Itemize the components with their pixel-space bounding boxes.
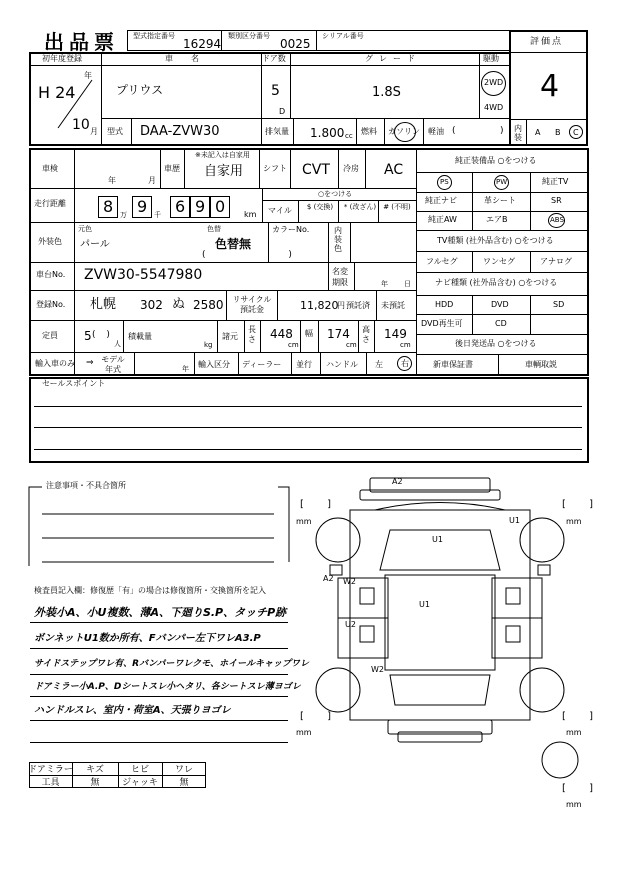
damage-mark-a2-bumper: A2 <box>392 477 403 486</box>
interior-b: B <box>555 128 561 137</box>
shaken-year-unit: 年 <box>108 176 116 185</box>
mileage-digit-4-value: 9 <box>195 197 206 216</box>
tread-rr-mm: mm <box>566 728 582 737</box>
import-dealer: ディーラー <box>242 360 282 369</box>
mileage-exchange: $ (交換) <box>306 203 334 211</box>
grade-label: グレード <box>365 54 421 63</box>
shaken-month-unit: 月 <box>148 176 156 185</box>
first-reg-month-unit: 月 <box>90 127 98 136</box>
usage: 自家用 <box>204 164 244 179</box>
legend-v1: 工具 <box>41 778 60 788</box>
usage-note: ※未記入は自家用 <box>195 151 250 159</box>
import-parallel: 並行 <box>296 360 312 369</box>
first-reg-month: 10 <box>72 117 90 133</box>
nav-dvd-play: DVD再生可 <box>421 319 463 328</box>
model-label: 型式 <box>107 127 123 136</box>
recycle-label: リサイクル預託金 <box>232 295 272 314</box>
mileage-digit-3-value: 6 <box>175 197 186 216</box>
handle-left: 左 <box>375 360 383 369</box>
load-unit: kg <box>204 341 213 349</box>
mileage-tamper: * (改ざん) <box>343 203 377 211</box>
tread-spare-mm: mm <box>566 800 582 809</box>
tread-spare-bracket: [ ] <box>562 783 603 794</box>
tv-analog: アナログ <box>540 257 572 266</box>
interior-label: 内装 <box>514 124 522 142</box>
equip-ps: PS <box>440 178 449 186</box>
car-damage-diagram <box>290 470 590 810</box>
equipment-title: 純正装備品 ○をつける <box>455 156 537 165</box>
recycle-deposited: 預託済 <box>346 301 370 310</box>
import-type-label: 輸入区分 <box>198 360 230 369</box>
shift: CVT <box>302 162 330 178</box>
equip-leather: 革シート <box>484 196 516 205</box>
tv-fullseg: フルセグ <box>426 257 458 266</box>
score-label: 評価点 <box>530 37 564 47</box>
damage-mark-u1-roof: U1 <box>419 600 430 609</box>
equip-navi: 純正ナビ <box>425 196 457 205</box>
damage-mark-u1-hood: U1 <box>432 535 443 544</box>
legend-v4: 無 <box>179 778 189 788</box>
damage-mark-u2-door: U2 <box>345 620 356 629</box>
damage-mark-w2-rear: W2 <box>371 665 384 674</box>
change-year-unit: 年 <box>381 280 388 288</box>
equip-aw: 純正AW <box>428 215 457 224</box>
color-orig: パール <box>80 239 110 250</box>
after-title: 後日発送品 ○をつける <box>455 339 537 348</box>
mileage-km: km <box>244 210 257 219</box>
color-orig-label: 元色 <box>78 225 92 233</box>
registration-class-no: 302 <box>140 298 163 312</box>
length-value: 448 <box>270 327 293 341</box>
mileage-unknown: # (不明) <box>383 203 411 211</box>
serial-label: シリアル番号 <box>322 32 364 40</box>
class-code-label: 類別区分番号 <box>228 32 270 40</box>
color-paren: ( ) <box>202 250 332 260</box>
doors-label: ドア数 <box>262 54 286 63</box>
mileage-digit-2-value: 9 <box>137 197 148 216</box>
note-line-2: ボンネットU1数か所有、Fバンパー左下ワレA3.P <box>34 633 261 644</box>
nav-cd: CD <box>495 319 507 328</box>
handle-right: 右 <box>401 359 409 368</box>
damage-mark-w2-step: W2 <box>343 577 356 586</box>
tv-oneseg: ワンセグ <box>483 257 515 266</box>
after-manual: 車輌取説 <box>525 360 557 369</box>
wheel-rear-left <box>316 668 360 712</box>
shift-label: シフト <box>263 164 287 173</box>
height-unit: cm <box>400 341 411 349</box>
interior-color-label: 内装色 <box>334 226 342 253</box>
chassis-label: 車台No. <box>36 270 66 279</box>
fuel: ガソリン <box>388 127 420 136</box>
width-label: 幅 <box>305 329 313 338</box>
nav-dvd: DVD <box>491 300 509 309</box>
drive-2wd: 2WD <box>484 78 504 87</box>
color-no-label: カラーNo. <box>272 225 310 234</box>
nav-hdd: HDD <box>435 300 454 309</box>
equip-pw: PW <box>496 178 508 186</box>
tread-fr-mm: mm <box>566 517 582 526</box>
ac-label: 冷房 <box>343 164 359 173</box>
capacity-paren: ( ) <box>92 330 114 340</box>
mileage-digit-5-value: 0 <box>215 197 226 216</box>
recycle-unit: 円 <box>337 301 345 310</box>
equip-sr: SR <box>551 196 562 205</box>
capacity-unit: 人 <box>114 340 121 348</box>
change-day-unit: 日 <box>404 280 411 288</box>
tread-fr-bracket: [ ] <box>562 499 603 510</box>
import-only-label: 輸入車のみ <box>35 359 75 368</box>
color-change-label: 色替 <box>207 225 221 233</box>
model-year-unit: 年 <box>182 365 189 373</box>
sales-point-box <box>29 377 589 463</box>
model-year-label: モデル年式 <box>101 355 125 374</box>
type-code-label: 型式指定番号 <box>133 32 175 40</box>
equip-abs: ABS <box>550 216 564 224</box>
door-type: D <box>279 107 286 116</box>
oil-paren-close: ) <box>500 126 504 136</box>
oil-paren-open: ( <box>452 126 456 136</box>
mileage-digit-1-value: 8 <box>103 197 114 216</box>
registration-label: 登録No. <box>36 300 66 309</box>
legend-h1: ドアミラー <box>28 765 73 775</box>
first-reg-label: 初年度登録 <box>42 54 82 63</box>
sales-point-label: セールスポイント <box>42 379 106 388</box>
doors: 5 <box>271 83 280 99</box>
note-line-1: 外装小A、小U複数、薄A、下廻りS.P、タッチP跡 <box>34 606 287 619</box>
nav-title: ナビ種類 (社外品含む) ○をつける <box>435 278 558 287</box>
type-code: 16294 <box>183 37 222 51</box>
chassis-value: ZVW30-5547980 <box>84 267 203 283</box>
handle-label: ハンドル <box>326 360 358 369</box>
ac: AC <box>384 162 404 178</box>
length-label: 長さ <box>248 325 256 344</box>
displacement: 1.800 <box>310 126 345 140</box>
change-deadline-label: 名変期限 <box>332 267 348 287</box>
tread-fl-bracket: [ ] <box>300 499 341 510</box>
note-line-5: ハンドルスレ、室内・荷室A、天張りヨゴレ <box>34 705 231 716</box>
equip-airbag: エアB <box>486 215 508 224</box>
recycle-amount: 11,820 <box>300 299 339 312</box>
wheel-rear-right <box>520 668 564 712</box>
history-label: 車歴 <box>164 164 180 173</box>
tread-rl-mm: mm <box>296 728 312 737</box>
recycle-not-deposited: 未預託 <box>381 301 405 310</box>
rear-window-shape <box>390 675 490 705</box>
score-value: 4 <box>540 69 560 104</box>
legend-v2: 無 <box>90 778 100 788</box>
model: DAA-ZVW30 <box>140 124 220 139</box>
spare-wheel <box>542 742 578 778</box>
note-line-3: サイドステップワレ有、Rバンパーワレクモ、ホイールキャップワレ <box>34 659 309 669</box>
mileage-man: 万 <box>120 211 127 219</box>
car-name: プリウス <box>116 83 164 97</box>
capacity-label: 定員 <box>42 331 58 340</box>
car-name-label: 車名 <box>165 54 217 63</box>
import-arrow: ⇒ <box>86 358 94 368</box>
displacement-unit: cc <box>345 132 353 140</box>
shaken-label: 車検 <box>42 164 58 173</box>
interior-c: C <box>573 128 579 137</box>
damage-mark-u1-fender: U1 <box>509 516 520 525</box>
grade: 1.8S <box>372 85 401 100</box>
mileage-mile: マイル <box>268 206 292 215</box>
tread-rr-bracket: [ ] <box>562 711 603 722</box>
mileage-sen: 千 <box>154 211 161 219</box>
drive-label: 駆動 <box>483 54 499 63</box>
nav-sd: SD <box>553 300 565 309</box>
fuel-label: 燃料 <box>361 127 377 136</box>
mileage-label: 走行距離 <box>34 199 66 208</box>
first-reg-year-unit: 年 <box>84 71 92 80</box>
after-warranty: 新車保証書 <box>433 360 473 369</box>
height-value: 149 <box>384 327 407 341</box>
tv-title: TV種類 (社外品含む) ○をつける <box>437 236 554 245</box>
caution-bracket <box>28 486 290 576</box>
page-title: 出品票 <box>44 30 119 54</box>
displacement-label: 排気量 <box>265 127 289 136</box>
load-label: 積載量 <box>128 332 152 341</box>
oil-label: 軽油 <box>428 127 444 136</box>
first-reg-era: H 24 <box>38 83 76 102</box>
tread-fl-mm: mm <box>296 517 312 526</box>
interior-a: A <box>535 128 541 137</box>
legend-h2: キズ <box>86 765 104 775</box>
mileage-attach-note: ○をつける <box>318 190 353 198</box>
registration-kana: ぬ <box>172 297 186 312</box>
wheel-front-right <box>520 518 564 562</box>
width-unit: cm <box>346 341 357 349</box>
length-unit: cm <box>288 341 299 349</box>
wheel-front-left <box>316 518 360 562</box>
caution-label: 注意事項・不具合箇所 <box>46 481 126 490</box>
width-value: 174 <box>327 327 350 341</box>
color-change: 色替無 <box>215 237 252 251</box>
color-label: 外装色 <box>38 237 62 246</box>
tread-rl-bracket: [ ] <box>300 711 341 722</box>
legend-h3: ヒビ <box>130 765 149 775</box>
spec-label: 諸元 <box>222 332 238 341</box>
registration-number: 2580 <box>193 298 224 312</box>
legend-h4: ワレ <box>174 765 193 775</box>
damage-mark-a2-side: A2 <box>323 574 334 583</box>
note-line-4: ドアミラー小A.P、Dシートスレ小ヘタリ、各シートスレ薄ヨゴレ <box>34 682 301 692</box>
inspector-label: 検査員記入欄：修復歴「有」の場合は修復箇所・交換箇所を記入 <box>34 586 266 595</box>
registration-area: 札幌 <box>90 297 117 312</box>
class-code: 0025 <box>280 37 311 51</box>
capacity-value: 5 <box>84 329 92 343</box>
legend-v3: ジャッキ <box>122 778 158 788</box>
drive-4wd: 4WD <box>484 103 504 112</box>
equip-tv: 純正TV <box>542 177 569 186</box>
height-label: 高さ <box>362 325 370 344</box>
